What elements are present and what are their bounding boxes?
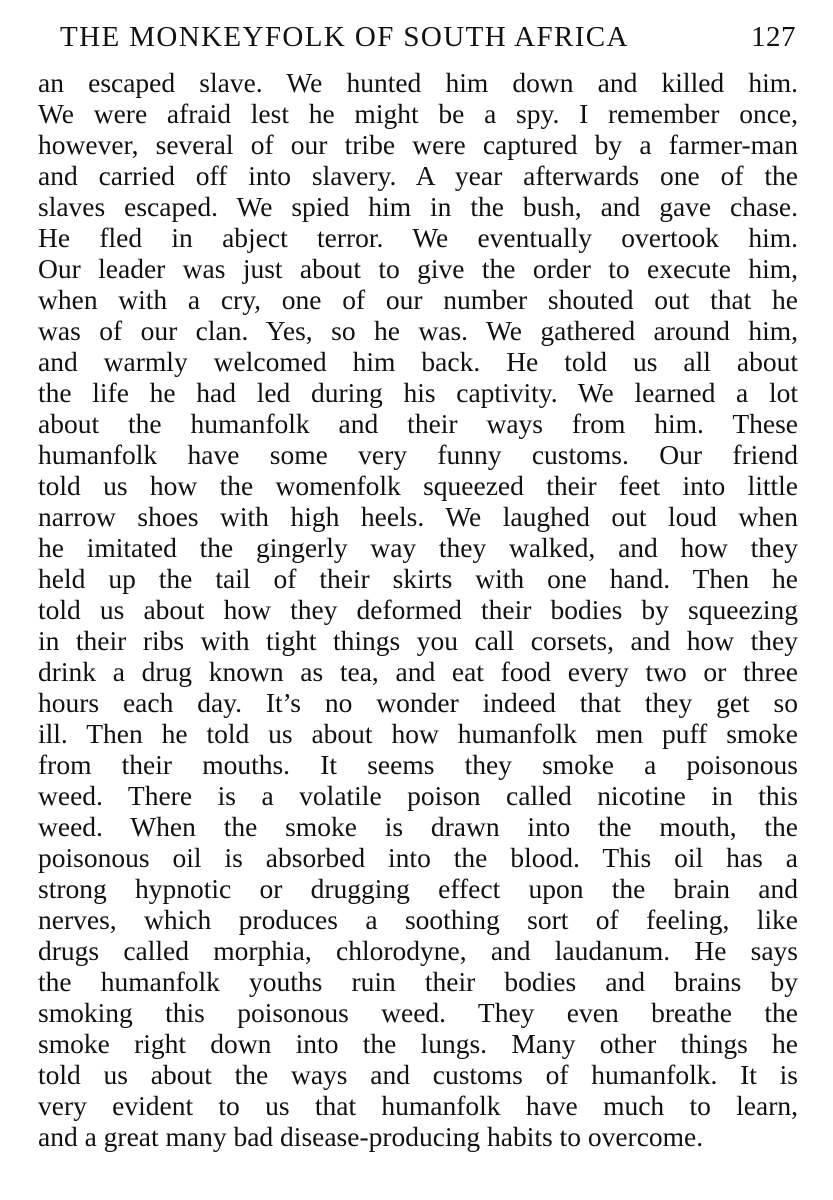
text-line: drink a drug known as tea, and eat food every two or three (38, 656, 798, 687)
text-line: was of our clan. Yes, so he was. We gathered around him, (38, 315, 798, 346)
text-line: We were afraid lest he might be a spy. I remember once, (38, 98, 798, 129)
text-line: strong hypnotic or drugging effect upon the brain and (38, 873, 798, 904)
text-line: Our leader was just about to give the order to execute him, (38, 253, 798, 284)
text-line: told us about how they deformed their bodies by squeezing (38, 594, 798, 625)
text-line: and a great many bad disease-producing habits to overcome. (38, 1121, 704, 1152)
text-line: humanfolk have some very funny customs. Our friend (38, 439, 798, 470)
text-line: from their mouths. It seems they smoke a poisonous (38, 749, 798, 780)
text-line: nerves, which produces a soothing sort of feeling, like (38, 904, 798, 935)
text-line: He fled in abject terror. We eventually overtook him. (38, 222, 798, 253)
text-line: when with a cry, one of our number shouted out that he (38, 284, 798, 315)
text-line: ill. Then he told us about how humanfolk men puff smoke (38, 718, 798, 749)
text-line: he imitated the gingerly way they walked, and how they (38, 532, 798, 563)
text-line: told us how the womenfolk squeezed their feet into little (38, 470, 798, 501)
text-line: weed. When the smoke is drawn into the mouth, the (38, 811, 798, 842)
text-line: weed. There is a volatile poison called nicotine in this (38, 780, 798, 811)
text-line: held up the tail of their skirts with one hand. Then he (38, 563, 798, 594)
running-head (60, 14, 796, 60)
running-title: THE MONKEYFOLK OF SOUTH AFRICA (60, 21, 629, 53)
page-number: 127 (751, 21, 796, 53)
text-line: and carried off into slavery. A year afterwards one of the (38, 160, 798, 191)
text-line: very evident to us that humanfolk have much to learn, (38, 1090, 798, 1121)
text-line: in their ribs with tight things you call corsets, and how they (38, 625, 798, 656)
text-line: smoke right down into the lungs. Many other things he (38, 1028, 798, 1059)
body-text (38, 67, 798, 1152)
text-line: an escaped slave. We hunted him down and killed him. (38, 67, 798, 98)
text-line: the life he had led during his captivity. We learned a lot (38, 377, 798, 408)
text-line: told us about the ways and customs of humanfolk. It is (38, 1059, 798, 1090)
text-line: about the humanfolk and their ways from him. These (38, 408, 798, 439)
text-line: and warmly welcomed him back. He told us all about (38, 346, 798, 377)
text-line: poisonous oil is absorbed into the blood. This oil has a (38, 842, 798, 873)
text-line: hours each day. It’s no wonder indeed that they get so (38, 687, 798, 718)
text-line: smoking this poisonous weed. They even breathe the (38, 997, 798, 1028)
text-line: slaves escaped. We spied him in the bush, and gave chase. (38, 191, 798, 222)
text-line: drugs called morphia, chlorodyne, and laudanum. He says (38, 935, 798, 966)
text-line: narrow shoes with high heels. We laughed out loud when (38, 501, 798, 532)
text-line: the humanfolk youths ruin their bodies and brains by (38, 966, 798, 997)
text-line: however, several of our tribe were captured by a farmer-man (38, 129, 798, 160)
